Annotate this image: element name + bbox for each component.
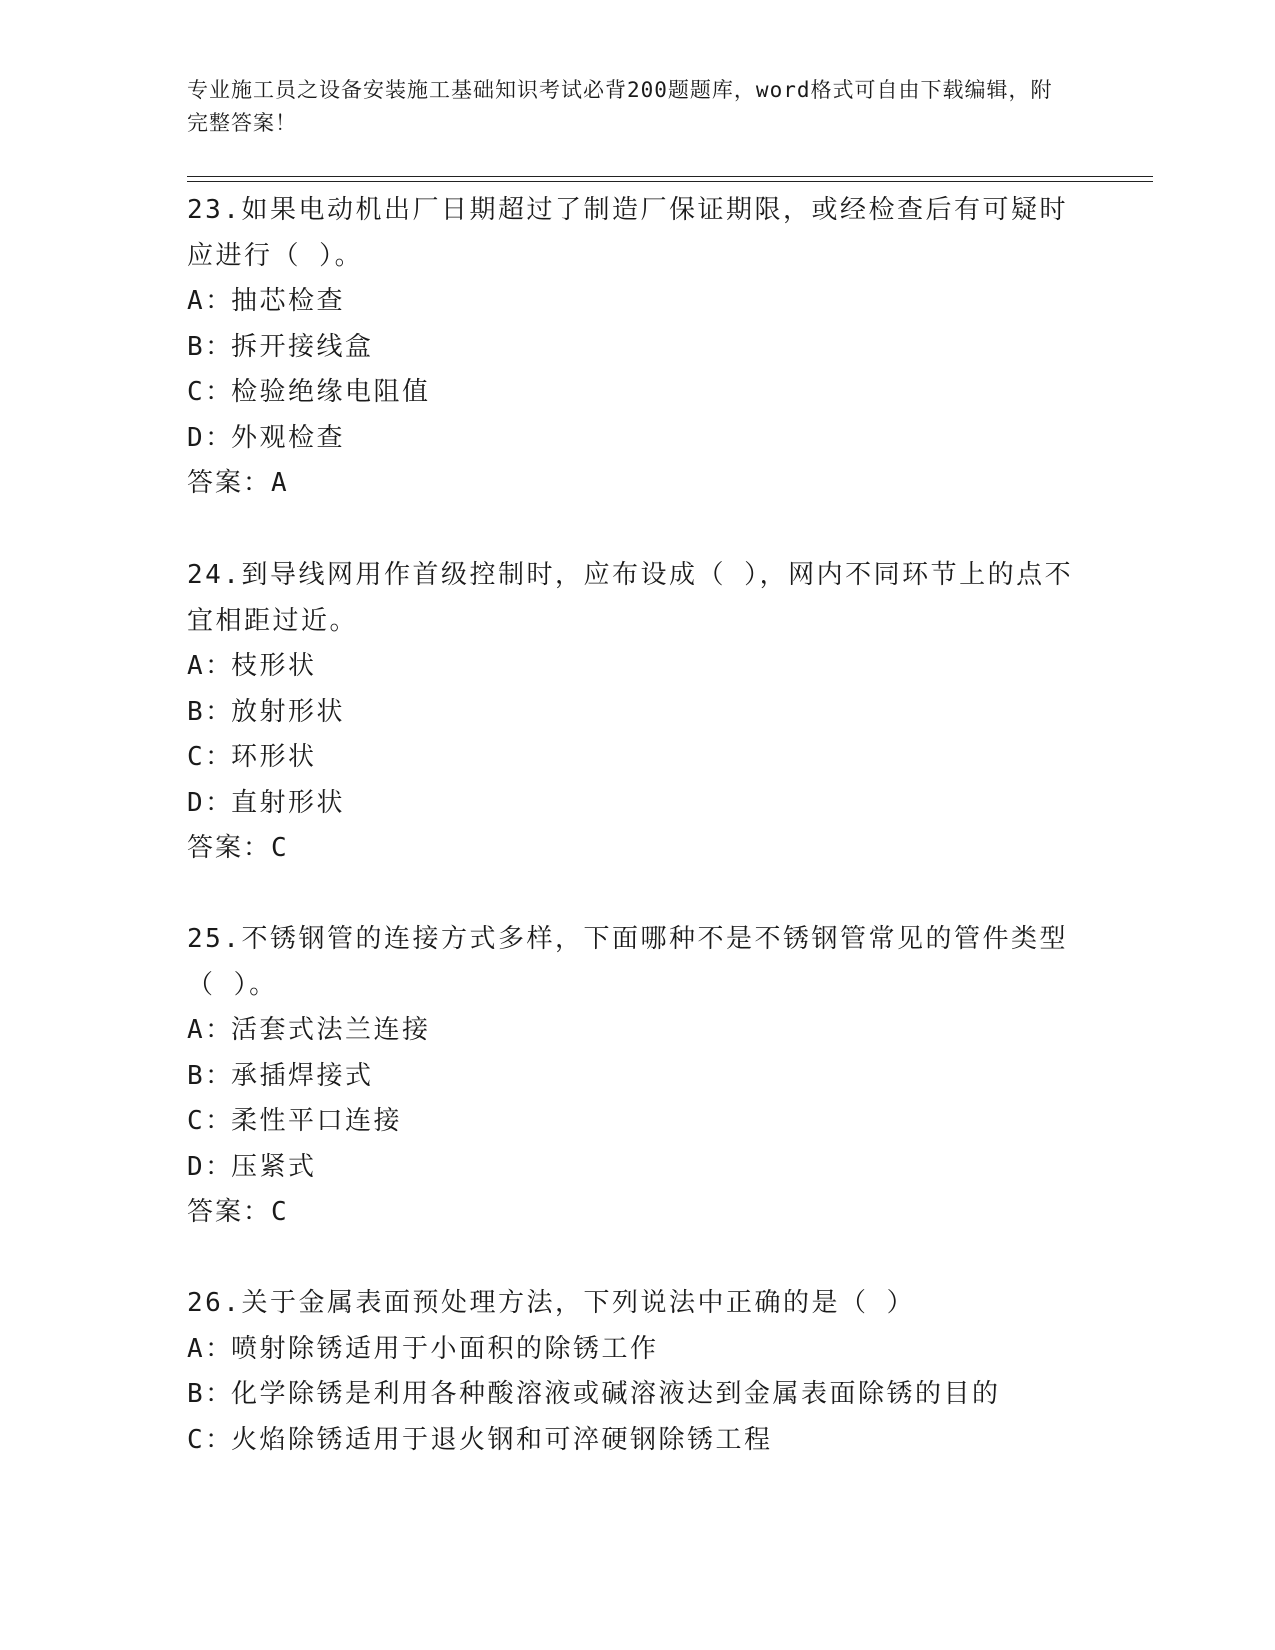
option-text: 检验绝缘电阻值	[231, 377, 431, 407]
option-text: 火焰除锈适用于退火钢和可淬硬钢除锈工程	[231, 1424, 773, 1455]
option-key: C：	[187, 377, 234, 407]
option-b	[187, 325, 1087, 371]
option-c	[187, 735, 1087, 781]
header-divider-bottom	[187, 181, 1153, 182]
option-b	[187, 690, 1087, 736]
option-text: 放射形状	[231, 696, 346, 727]
option-key: C：	[187, 1106, 234, 1136]
document-header: 专业施工员之设备安装施工基础知识考试必背200题题库，word格式可自由下载编辑，附完整答案！	[187, 78, 1053, 135]
option-text: 抽芯检查	[231, 286, 346, 316]
option-text: 拆开接线盒	[231, 331, 374, 362]
question-stem: 25.不锈钢管的连接方式多样，下面哪种不是不锈钢管常见的管件类型（ ）。	[187, 924, 1068, 1000]
question-26	[187, 1281, 1087, 1463]
option-c	[187, 1099, 1087, 1145]
option-key: B：	[187, 696, 234, 727]
option-text: 化学除锈是利用各种酸溶液或碱溶液达到金属表面除锈的目的	[231, 1379, 1001, 1409]
option-a	[187, 279, 1087, 325]
question-24	[187, 553, 1087, 872]
option-key: D：	[187, 1151, 234, 1182]
option-d	[187, 416, 1087, 462]
option-key: C：	[187, 1424, 234, 1455]
answer: 答案：C	[187, 1197, 289, 1227]
option-text: 直射形状	[231, 787, 346, 818]
question-25	[187, 917, 1087, 1236]
option-key: A：	[187, 651, 234, 681]
option-key: A：	[187, 1333, 234, 1364]
answer: 答案：C	[187, 833, 289, 863]
option-key: A：	[187, 286, 234, 316]
option-key: B：	[187, 1060, 234, 1091]
option-key: B：	[187, 1379, 234, 1409]
option-a	[187, 644, 1087, 690]
option-text: 外观检查	[231, 422, 346, 453]
option-text: 枝形状	[231, 651, 317, 681]
option-a	[187, 1008, 1087, 1054]
option-c	[187, 370, 1087, 416]
option-a	[187, 1327, 1087, 1373]
option-text: 柔性平口连接	[231, 1106, 403, 1136]
option-b	[187, 1372, 1087, 1418]
option-d	[187, 781, 1087, 827]
answer: 答案：A	[187, 468, 289, 498]
option-key: A：	[187, 1015, 234, 1045]
option-key: B：	[187, 331, 234, 362]
question-23	[187, 188, 1087, 507]
option-key: C：	[187, 742, 234, 772]
option-b	[187, 1054, 1087, 1100]
option-text: 压紧式	[231, 1151, 317, 1182]
question-stem: 24.到导线网用作首级控制时，应布设成（ ），网内不同环节上的点不宜相距过近。	[187, 560, 1074, 636]
question-stem: 26.关于金属表面预处理方法，下列说法中正确的是（ ）	[187, 1288, 916, 1318]
header-divider-top	[187, 176, 1153, 177]
option-text: 环形状	[231, 742, 317, 772]
option-c	[187, 1418, 1087, 1464]
option-text: 活套式法兰连接	[231, 1015, 431, 1045]
question-stem: 23.如果电动机出厂日期超过了制造厂保证期限，或经检查后有可疑时应进行（ ）。	[187, 195, 1068, 271]
option-key: D：	[187, 422, 234, 453]
option-text: 承插焊接式	[231, 1060, 374, 1091]
option-key: D：	[187, 787, 234, 818]
option-d	[187, 1145, 1087, 1191]
option-text: 喷射除锈适用于小面积的除锈工作	[231, 1333, 659, 1364]
